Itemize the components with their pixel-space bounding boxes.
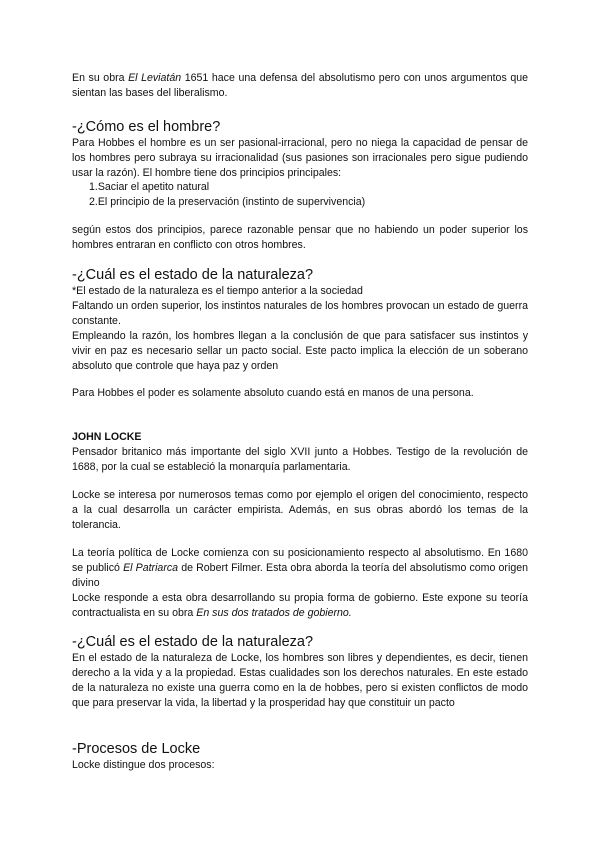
principle-item-2: 2.El principio de la preservación (instinto de supervivencia) — [89, 196, 366, 208]
naturaleza-definition: *El estado de la naturaleza es el tiempo anterior a la sociedad — [72, 285, 363, 297]
procesos-paragraph: Locke distingue dos procesos: — [72, 759, 215, 771]
section-heading-hombre: -¿Cómo es el hombre? — [72, 119, 221, 135]
locke-temas-paragraph: Locke se interesa por numerosos temas como por ejemplo el origen del conocimiento, respecto a la cual desarrolla un carácter empirista. Además, en sus obras abordó los temas de la tolerancia. — [72, 489, 528, 531]
locke-gobierno-paragraph — [72, 591, 528, 621]
locke-intro-paragraph: Pensador britanico más importante del siglo XVII junto a Hobbes. Testigo de la revolución de 1688, por la cual se estableció la monarquía parlamentaria. — [72, 446, 528, 473]
gobierno-text: Locke responde a esta obra desarrollando su propia forma de gobierno. Este expone su teoría contractualista en su obra — [72, 592, 528, 619]
locke-naturaleza-heading: -¿Cuál es el estado de la naturaleza? — [72, 634, 314, 650]
intro-text-rest: 1651 hace una defensa del absolutismo pero con unos argumentos que sientan las bases del liberalismo. — [72, 72, 528, 99]
absolutismo-text: La teoría política de Locke comienza con su posicionamiento respecto al absolutismo. En 1680 se publicó — [72, 547, 528, 574]
conflict-paragraph: según estos dos principios, parece razonable pensar que no habiendo un poder superior los hombres entraran en conflicto con otros hombres. — [72, 224, 528, 251]
absolutismo-text-rest: de Robert Filmer. Esta obra aborda la teoría del absolutismo como origen divino — [72, 562, 528, 589]
tratados-title: En sus dos tratados de gobierno. — [196, 607, 352, 619]
poder-absoluto-paragraph: Para Hobbes el poder es solamente absoluto cuando está en manos de una persona. — [72, 387, 474, 399]
section-heading-naturaleza: -¿Cuál es el estado de la naturaleza? — [72, 267, 314, 283]
intro-text: En su obra — [72, 72, 129, 84]
locke-naturaleza-paragraph: En el estado de la naturaleza de Locke, los hombres son libres y dependientes, es decir, tienen derecho a la vida y a la propiedad. Estas cualidades son los derechos naturales. En este estado de la naturaleza no existe una guerra como en la de hobbes, pero si existen conflictos de modo que para preservar la vida, la libertad y la prosperidad hay que constituir un pacto — [72, 652, 528, 709]
intro-work-title: El Leviatán — [128, 72, 182, 84]
locke-absolutismo-paragraph — [72, 546, 528, 591]
procesos-heading: -Procesos de Locke — [72, 741, 201, 757]
pacto-paragraph: Empleando la razón, los hombres llegan a la conclusión de que para satisfacer sus instintos y vivir en paz es necesario sellar un pacto social. Este pacto implica la elección de un soberano absoluto que controle que haya paz y orden — [72, 330, 528, 372]
principle-item-1: 1.Saciar el apetito natural — [89, 181, 210, 193]
guerra-paragraph: Faltando un orden superior, los instintos naturales de los hombres provocan un estado de guerra constante. — [72, 300, 528, 327]
intro-paragraph — [72, 71, 528, 101]
hombre-paragraph: Para Hobbes el hombre es un ser pasional-irracional, pero no niega la capacidad de pensar de los hombres pero subraya su irracionalidad (sus pasiones son irracionales pero sigue pudiendo usar la razón). El hombre tiene dos principios principales: — [72, 137, 528, 179]
locke-heading: JOHN LOCKE — [72, 431, 142, 443]
patriarca-title: El Patriarca — [123, 562, 179, 574]
